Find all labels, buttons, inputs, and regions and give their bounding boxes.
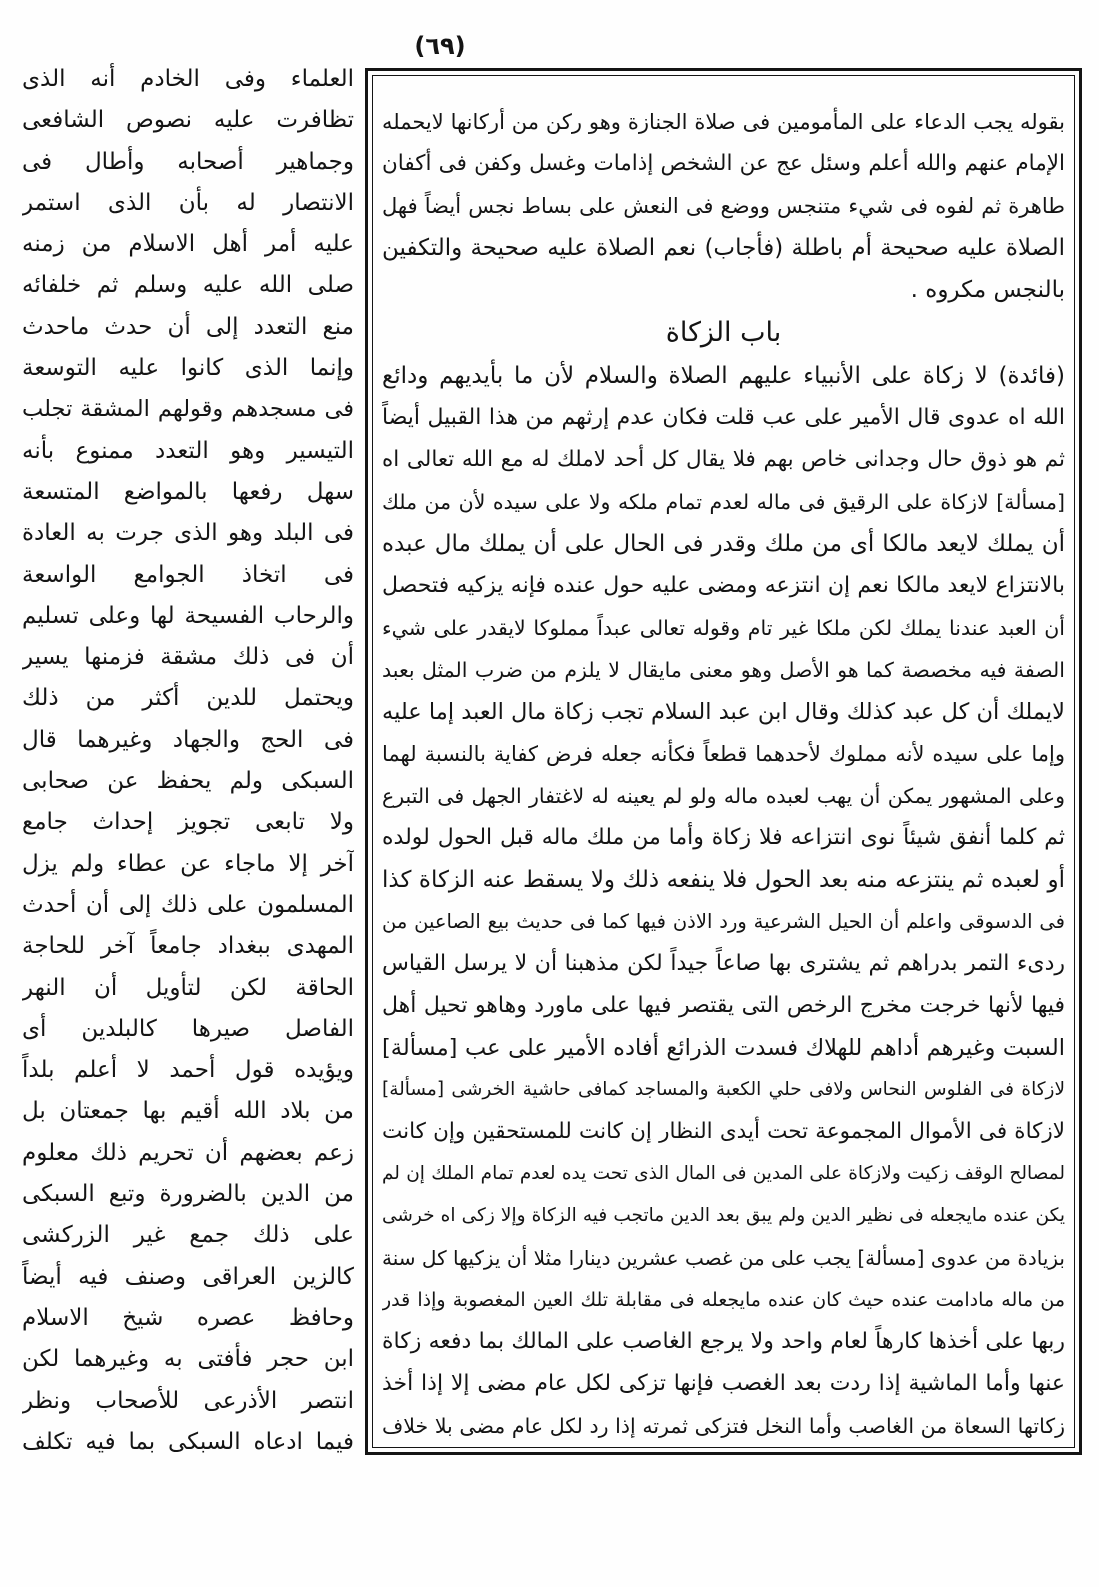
main-text-line: ثم هو ذوق حال وجدانى خاص بهم فلا يقال كل أحد لاملك له مع الله تعالى اه: [382, 447, 1065, 472]
main-text-line: لازكاة فى الفلوس النحاس ولافى حلي الكعبة والمساجد كمافى حاشية الخرشى [مسألة]: [382, 1079, 1065, 1100]
margin-text-line: زعم بعضهم أن تحريم ذلك معلوم: [22, 1139, 354, 1166]
margin-text-line: وجماهير أصحابه وأطال فى: [22, 148, 354, 175]
margin-text-line: الحاقة لكن لتأويل أن النهر: [22, 974, 354, 1001]
main-text: [382, 101, 1065, 1447]
margin-text-line: انتصر الأذرعى للأصحاب ونظر: [22, 1387, 354, 1414]
margin-text-line: آخر إلا ماجاء عن عطاء ولم يزل: [22, 850, 354, 877]
margin-text-line: المهدى ببغداد جامعاً آخر للحاجة: [22, 933, 354, 960]
main-text-line: لمصالح الوقف زكيت ولازكاة على المدين فى المال الذى تحت يده لعدم تمام الملك إن لم: [382, 1163, 1065, 1184]
main-text-line: ردىء التمر بدراهم ثم يشترى بها صاعاً جيداً لكن مذهبنا أن لا يرسل القياس: [382, 951, 1065, 976]
margin-text-line: فى الحج والجهاد وغيرهما قال: [22, 726, 354, 753]
margin-text-line: ولا تابعى تجويز إحداث جامع: [22, 809, 354, 836]
main-text-line: لايملك أن كل عبد كذلك وقال ابن عبد السلام تجب زكاة مال العبد إما عليه: [382, 699, 1065, 725]
main-text-line: بالانتزاع لايعد مالكا نعم إن انتزعه ومضى عليه حول عنده فإنه يزكيه فتحصل: [382, 573, 1065, 598]
main-text-line: (فائدة) لا زكاة على الأنبياء عليهم الصلاة والسلام لأن ما بأيديهم ودائع: [382, 363, 1065, 389]
main-text-line: ثم كلما أنفق شيئاً نوى انتزاعه فلا زكاة وأما من ملك ماله قبل الحول لولده: [382, 825, 1065, 850]
main-text-line: أن يملك لايعد مالكا أى من ملك وقدر فى الحال على أن يملك مال عبده: [382, 531, 1065, 557]
margin-text-line: الفاصل صيرها كالبلدين أى: [22, 1015, 354, 1042]
margin-text-line: منع التعدد إلى أن حدث ماحدث: [22, 313, 354, 340]
main-text-line: الإمام عنهم والله أعلم وسئل عج عن الشخص إذامات وغسل وكفن فى أكفان: [382, 151, 1065, 176]
main-text-line: زكاتها السعاة من الغاصب وأما النخل فتزكى ثمرته إذا رد لكل عام مضى بلا خلاف: [382, 1414, 1065, 1438]
main-text-line: ربها على أخذها كارهاً لعام واحد ولا يرجع الغاصب على المالك بما دفعه زكاة: [382, 1329, 1065, 1354]
main-text-section-body: [382, 355, 1065, 1447]
margin-text-line: السبكى ولم يحفظ عن صحابى: [22, 768, 354, 795]
margin-text-line: وحافظ عصره شيخ الاسلام: [22, 1304, 354, 1331]
main-text-line: بزيادة من عدوى [مسألة] يجب على من غصب عشرين دينارا مثلا أن يزكيها كل سنة: [382, 1246, 1065, 1270]
main-text-line: بقوله يجب الدعاء على المأمومين فى صلاة الجنازة وهو ركن من أركانها لايحمله: [382, 110, 1065, 134]
margin-text-line: العلماء وفى الخادم أنه الذى: [22, 66, 354, 92]
main-text-line: عنها وأما الماشية إذا ردت بعد الغصب فإنها تزكى لكل عام مضى إلا إذا أخذ: [382, 1371, 1065, 1396]
margin-text-line: أن فى ذلك مشقة فزمنها يسير: [22, 644, 354, 671]
main-text-line: أن العبد عندنا يملك لكن ملكا غير تام وقوله تعالى عبداً مملوكا لايقدر على شيء: [382, 616, 1065, 640]
main-text-line: [مسألة] لازكاة على الرقيق فى ماله لعدم تمام ملكه ولا على سيده لأن من ملك: [382, 490, 1065, 514]
main-text-opening-paragraph: [382, 101, 1065, 311]
margin-text-line: فى مسجدهم وقولهم المشقة تجلب: [22, 396, 354, 423]
margin-text-line: على ذلك جمع غير الزركشى: [22, 1222, 354, 1249]
margin-text-line: وإنما الذى كانوا عليه التوسعة: [22, 355, 354, 382]
main-text-line: الصلاة عليه صحيحة أم باطلة (فأجاب) نعم الصلاة عليه صحيحة والتكفين: [382, 235, 1065, 261]
margin-text-line: تظافرت عليه نصوص الشافعى: [22, 107, 354, 134]
main-text-line: السبت وغيرهم أداهم للهلاك فسدت الذرائع أفاده الأمير على عب [مسألة]: [382, 1035, 1065, 1061]
page-number: (٦٩): [414, 32, 466, 60]
margin-text-line: سهل رفعها بالمواضع المتسعة: [22, 478, 354, 505]
margin-text-line: صلى الله عليه وسلم ثم خلفائه: [22, 272, 354, 299]
margin-commentary: [22, 59, 354, 1463]
main-text-line: أو لعبده ثم ينتزعه منه بعد الحول فلا ينفعه ذلك ولا يسقط عنه الزكاة كذا: [382, 867, 1065, 893]
main-text-line: طاهرة ثم لفوه فى شيء متنجس ووضع فى النعش على بساط نجس أيضاً فهل: [382, 194, 1065, 218]
section-heading: باب الزكاة: [665, 317, 782, 348]
margin-text-line: ويؤيده قول أحمد لا أعلم بلداً: [22, 1057, 354, 1084]
main-text-line: الله اه عدوى قال الأمير على عب قلت فكان عدم إرثهم من هذا القبيل أيضاً: [382, 405, 1065, 430]
main-text-line: من ماله مادامت عنده حيث كان عنده مايجعله فى مقابلة تلك العين المغصوبة وإذا قدر: [382, 1289, 1065, 1311]
margin-text-line: الانتصار له بأن الذى استمر: [22, 189, 354, 216]
margin-text-line: ويحتمل للدين أكثر من ذلك: [22, 685, 354, 712]
margin-text-line: من بلاد الله أقيم بها جمعتان بل: [22, 1098, 354, 1125]
margin-text-line: فيما ادعاه السبكى بما فيه تكلف: [22, 1428, 354, 1455]
main-text-line: يكن عنده مايجعله فى نظير الدين ولم يبق بعد الدين ماتجب فيه الزكاة وإلا زكى اه خرشى: [382, 1205, 1065, 1226]
margin-text-line: فى البلد وهو الذى جرت به العادة: [22, 520, 354, 547]
main-text-line: وعلى المشهور يمكن أن يهب لعبده ماله ولو لم يعينه له لاغتفار الجهل فى التبرع: [382, 784, 1065, 808]
main-text-line: بالنجس مكروه .: [910, 277, 1065, 303]
margin-text-line: كالزين العراقى وصنف فيه أيضاً: [22, 1263, 354, 1290]
margin-text-line: فى اتخاذ الجوامع الواسعة: [22, 561, 354, 588]
margin-text-line: ابن حجر فأفتى به وغيرهما لكن: [22, 1346, 354, 1373]
margin-text-line: التيسير وهو التعدد ممنوع بأنه: [22, 437, 354, 464]
main-text-line: لازكاة فى الأموال المجموعة تحت أيدى النظار إن كانت للمستحقين وإن كانت: [382, 1119, 1065, 1144]
margin-text-line: من الدين بالضرورة وتبع السبكى: [22, 1181, 354, 1208]
main-text-line: فيها لأنها خرجت مخرج الرخص التى يقتصر فيها على ماورد وهاهو تحيل أهل: [382, 993, 1065, 1018]
margin-text-line: المسلمون على ذلك إلى أن أحدث: [22, 891, 354, 918]
main-text-box: [365, 68, 1082, 1455]
main-text-line: وإما على سيده لأنه مملوك لأحدهما قطعاً فكأنه جعله فرض كفاية بالنسبة لهما: [382, 742, 1065, 766]
margin-text-line: عليه أمر أهل الاسلام من زمنه: [22, 231, 354, 258]
margin-text-line: والرحاب الفسيحة لها وعلى تسليم: [22, 602, 354, 629]
main-text-line: فى الدسوقى واعلم أن الحيل الشرعية ورد الاذن فيها كما فى حديث بيع الصاعين من: [382, 910, 1065, 933]
main-text-line: الصفة فيه مخصصة كما هو الأصل وهو معنى مايقال لا يلزم من ضرب المثل بعبد: [382, 658, 1065, 682]
